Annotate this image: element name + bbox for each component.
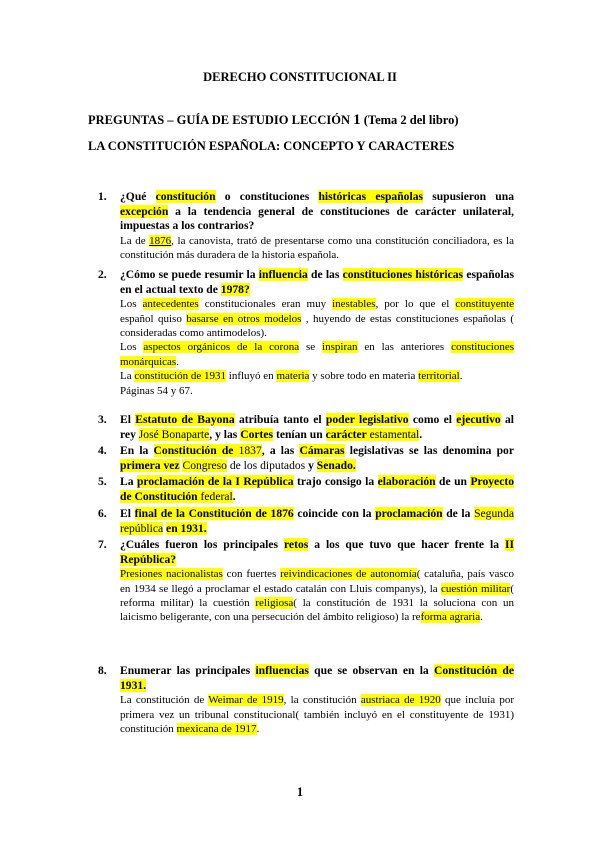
highlighted-text: influencia — [258, 268, 308, 281]
guide-lesson-number: 1 — [353, 112, 361, 128]
highlighted-text: José Bonaparte — [138, 427, 210, 441]
highlighted-text: Cortes — [240, 427, 274, 441]
answer-paragraph — [120, 297, 514, 340]
highlighted-text: federal — [197, 489, 233, 503]
text-run: supusieron una — [423, 190, 514, 203]
question-number: 2. — [98, 268, 107, 281]
text-run: La constitución de — [120, 694, 209, 707]
text-run: en las anteriores — [357, 341, 452, 354]
question-number: 3. — [98, 413, 107, 426]
highlighted-text: poder legislativo — [325, 413, 409, 426]
answer-text — [120, 234, 514, 263]
answer-paragraph — [120, 384, 514, 398]
guide-title — [88, 112, 459, 129]
text-run: ¿Cómo se puede resumir la — [120, 268, 259, 281]
highlighted-text: históricas españolas — [318, 190, 423, 203]
text-run: influyó en — [226, 370, 277, 383]
question-item-4 — [100, 444, 514, 473]
highlighted-text: reivindicaciones de autonomía — [280, 568, 417, 581]
highlighted-text: 1978? — [220, 282, 250, 296]
text-run: Enumerar las principales — [120, 664, 256, 677]
question-number: 4. — [98, 444, 107, 457]
text-run: ( la constitución de 1931 la soluciona con un laicismo beligerante, con una persecución del ámbito religioso) la re — [120, 597, 514, 624]
question-item-8 — [100, 664, 514, 736]
question-number: 8. — [98, 664, 107, 677]
topic-title: LA CONSTITUCIÓN ESPAÑOLA: CONCEPTO Y CARACTERES — [88, 139, 455, 153]
text-run: ( cataluña, país vasco en 1934 se llegó a proclamar el estado catalán con Lluis companys), la — [120, 568, 514, 595]
text-run: legislativas se las denomina por — [344, 444, 514, 457]
highlighted-text: Proyecto de Constitución — [120, 475, 514, 503]
highlighted-text: Senado. — [316, 458, 356, 472]
question-number: 1. — [98, 190, 107, 203]
text-run: El — [120, 413, 136, 426]
question-number: 6. — [98, 507, 107, 520]
text-run: de los diputados — [226, 458, 306, 472]
highlighted-text: influencias — [255, 664, 309, 677]
highlighted-text: en 1931. — [166, 521, 207, 535]
answer-text — [120, 297, 514, 398]
highlighted-text: proclamación — [375, 507, 443, 520]
highlighted-text: territorial — [418, 370, 460, 383]
question-item-3 — [100, 413, 514, 442]
highlighted-text: basarse en otros modelos — [186, 312, 302, 325]
answer-paragraph — [120, 567, 514, 625]
highlighted-text: 1837 — [238, 444, 262, 457]
answer-paragraph — [120, 234, 514, 263]
text-run: atribuía tanto el — [234, 413, 326, 426]
highlighted-text: 1876 — [149, 234, 172, 247]
question-text — [120, 413, 514, 442]
text-run: con fuertes — [222, 568, 281, 581]
text-run: de un — [435, 475, 471, 488]
highlighted-text: Segunda república — [120, 507, 515, 535]
text-run: . — [480, 611, 483, 624]
highlighted-text: Congreso — [182, 458, 227, 472]
highlighted-text: Estatuto de Bayona — [135, 413, 235, 426]
text-run: al rey — [120, 413, 514, 441]
highlighted-text: cuestión militar — [441, 582, 511, 595]
question-item-2 — [100, 268, 514, 398]
text-run: ¿Cuáles fueron los principales — [120, 538, 284, 551]
text-run: a los que tuvo que hacer frente la — [308, 538, 505, 551]
question-item-1 — [100, 190, 514, 263]
highlighted-text: Constitución de 1931. — [120, 664, 515, 692]
question-item-5 — [100, 475, 514, 504]
question-item-7 — [100, 538, 514, 625]
highlighted-text: proclamación de la I República — [136, 475, 294, 488]
text-run: Páginas 54 y 67. — [120, 384, 193, 397]
highlighted-text: estamental — [366, 427, 420, 441]
text-run: . — [459, 370, 463, 383]
highlighted-text: constitución de 1931 — [134, 370, 227, 383]
highlighted-text: elaboración — [377, 475, 436, 488]
highlighted-text: aspectos orgánicos de la corona — [143, 341, 300, 354]
text-run: . — [419, 427, 423, 441]
text-run: , a las — [261, 444, 300, 457]
text-run: La — [120, 370, 135, 383]
question-item-6 — [100, 507, 514, 536]
text-run: La de — [120, 234, 150, 247]
highlighted-text: mexicana de 1917 — [176, 723, 257, 735]
text-run: o constituciones — [215, 190, 319, 203]
course-title: DERECHO CONSTITUCIONAL II — [203, 70, 397, 84]
highlighted-text: Presiones nacionalistas — [120, 568, 223, 581]
highlighted-text: carácter — [325, 427, 367, 441]
highlighted-text: constituciones históricas — [342, 268, 464, 281]
text-run: tenían un — [273, 427, 326, 441]
text-run: . — [176, 355, 179, 368]
highlighted-text: II República? — [120, 538, 514, 566]
question-text — [120, 507, 514, 536]
text-run: de las — [307, 268, 343, 281]
text-run: constitucionales eran muy — [198, 298, 333, 311]
text-run: . — [232, 489, 236, 503]
guide-title-suffix: (Tema 2 del libro) — [360, 113, 459, 127]
question-text — [120, 475, 514, 504]
highlighted-text: austriaca de 1920 — [360, 694, 441, 707]
highlighted-text: inestables — [332, 298, 376, 311]
text-run: español quiso — [120, 312, 187, 325]
highlighted-text: Cámaras — [299, 444, 345, 457]
text-run: como el — [408, 413, 457, 426]
highlighted-text: forma agraria — [420, 611, 481, 624]
text-run: , huyendo de estas constituciones españolas ( consideradas como antimodelos). — [120, 312, 514, 339]
text-run: se — [299, 341, 323, 354]
text-run: En la — [120, 444, 154, 457]
answer-text — [120, 693, 514, 736]
text-run: El — [120, 507, 135, 520]
text-run: y sobre todo en materia — [309, 370, 419, 383]
text-run: que se observan en la — [308, 664, 434, 677]
page-number: 1 — [296, 785, 304, 799]
highlighted-text: constitución — [155, 190, 216, 203]
text-run: y — [305, 458, 317, 472]
highlighted-text: ejecutivo — [456, 413, 501, 426]
highlighted-text: inspiran — [322, 341, 358, 354]
answer-paragraph — [120, 369, 514, 383]
text-run: de la — [442, 507, 475, 520]
text-run: que incluía por primera vez un tribunal constitucional( también incluyó en el constituyente de 1931) constitución — [120, 694, 514, 735]
text-run: , y las — [209, 427, 241, 441]
answer-paragraph — [120, 693, 514, 736]
text-run: , por lo que el — [375, 298, 456, 311]
text-run: ( reforma militar) la cuestión — [120, 582, 515, 609]
guide-title-prefix: PREGUNTAS – GUÍA DE ESTUDIO LECCIÓN — [88, 113, 354, 127]
question-text — [120, 538, 514, 567]
highlighted-text: final de la Constitución de 1876 — [134, 507, 294, 520]
question-text — [120, 664, 514, 693]
highlighted-text: primera vez — [120, 458, 180, 472]
highlighted-text: materia — [276, 370, 310, 383]
question-text — [120, 190, 514, 234]
highlighted-text: Weimar de 1919 — [208, 694, 284, 707]
question-number: 5. — [98, 475, 107, 488]
text-run: ¿Qué — [120, 190, 156, 203]
answer-paragraph — [120, 340, 514, 369]
highlighted-text: religiosa — [255, 597, 294, 609]
highlighted-text: excepción — [120, 204, 169, 218]
text-run: trajo consigo la — [293, 475, 378, 488]
highlighted-text: constituyente — [455, 298, 515, 311]
question-number: 7. — [98, 538, 107, 551]
text-run: españolas en el actual texto de — [120, 268, 514, 296]
question-text — [120, 444, 514, 473]
text-run: , la constitución — [283, 694, 361, 707]
answer-text — [120, 567, 514, 625]
highlighted-text: antecedentes — [142, 298, 199, 311]
text-run: a la tendencia general de constituciones de carácter unilateral, impuestas a los contrarios? — [120, 204, 514, 233]
highlighted-text: retos — [284, 538, 309, 551]
highlighted-text: constituciones monárquicas — [120, 341, 514, 368]
question-text — [120, 268, 514, 297]
text-run: , la canovista, trató de presentarse como una constitución conciliadora, es la constitución más duradera de la historia española. — [120, 234, 514, 262]
text-run: coincide con la — [293, 507, 376, 520]
text-run: . — [256, 723, 260, 735]
text-run: Los — [120, 341, 144, 354]
text-run: La — [120, 475, 137, 488]
highlighted-text: Constitución de — [153, 444, 239, 457]
text-run: Los — [120, 298, 143, 311]
